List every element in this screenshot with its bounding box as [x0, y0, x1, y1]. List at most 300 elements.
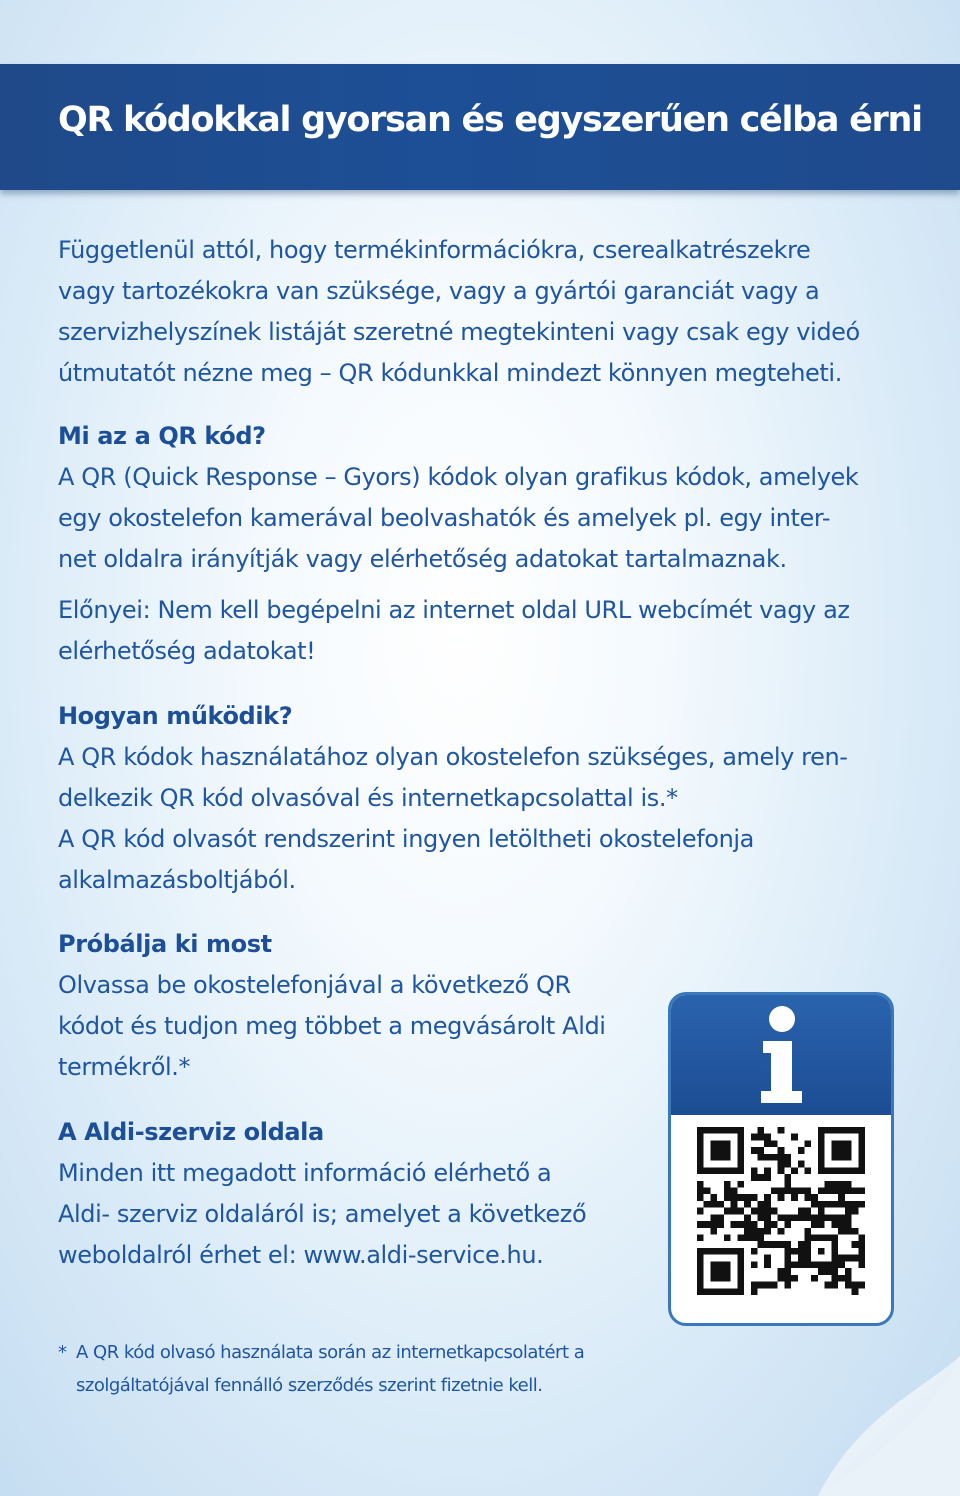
- qr-module: [798, 1147, 805, 1154]
- qr-module: [845, 1275, 852, 1282]
- qr-module: [717, 1154, 724, 1161]
- qr-module: [764, 1134, 771, 1141]
- qr-module: [845, 1228, 852, 1235]
- qr-module: [778, 1241, 785, 1248]
- qr-module: [831, 1181, 838, 1188]
- benefits-line: Előnyei: Nem kell begépelni az internet oldal URL webcímét vagy az: [58, 596, 850, 624]
- qr-module: [838, 1127, 845, 1134]
- page-title: QR kódokkal gyorsan és egyszerűen célba érni: [58, 100, 922, 140]
- qr-module: [697, 1181, 704, 1188]
- qr-module: [717, 1167, 724, 1174]
- qr-module: [764, 1214, 771, 1221]
- qr-module: [791, 1275, 798, 1282]
- qr-module: [818, 1187, 825, 1194]
- qr-module: [825, 1167, 832, 1174]
- qr-module: [805, 1208, 812, 1215]
- qr-module: [845, 1187, 852, 1194]
- qr-module: [717, 1127, 724, 1134]
- try-now-paragraph: [58, 965, 658, 1088]
- qr-module: [818, 1134, 825, 1141]
- how-line: delkezik QR kód olvasóval és internetkapcsolattal is.*: [58, 784, 678, 812]
- qr-module: [744, 1235, 751, 1242]
- page-curl: [818, 1356, 960, 1496]
- qr-module: [764, 1241, 771, 1248]
- qr-module: [858, 1167, 865, 1174]
- qr-module: [858, 1201, 865, 1208]
- qr-module: [717, 1248, 724, 1255]
- qr-module: [724, 1208, 731, 1215]
- qr-module: [825, 1201, 832, 1208]
- intro-paragraph: [58, 230, 918, 394]
- qr-module: [697, 1194, 704, 1201]
- qr-module: [717, 1275, 724, 1282]
- qr-module: [751, 1134, 758, 1141]
- qr-module: [731, 1127, 738, 1134]
- qr-module: [845, 1214, 852, 1221]
- qr-module: [764, 1228, 771, 1235]
- qr-module: [764, 1261, 771, 1268]
- qr-module: [697, 1187, 704, 1194]
- qr-module: [751, 1147, 758, 1154]
- qr-module: [757, 1127, 764, 1134]
- qr-module: [858, 1134, 865, 1141]
- qr-module: [798, 1261, 805, 1268]
- qr-code[interactable]: [697, 1127, 865, 1295]
- qr-module: [771, 1241, 778, 1248]
- qr-module: [717, 1140, 724, 1147]
- qr-module: [704, 1288, 711, 1295]
- qr-module: [858, 1140, 865, 1147]
- qr-module: [697, 1140, 704, 1147]
- qr-module: [697, 1221, 704, 1228]
- qr-module: [858, 1235, 865, 1242]
- qr-module: [697, 1147, 704, 1154]
- qr-module: [737, 1154, 744, 1161]
- qr-module: [778, 1214, 785, 1221]
- qr-module: [757, 1228, 764, 1235]
- qr-module: [697, 1275, 704, 1282]
- qr-module: [751, 1288, 758, 1295]
- qr-module: [737, 1134, 744, 1141]
- qr-module: [771, 1282, 778, 1289]
- qr-module: [838, 1167, 845, 1174]
- qr-module: [784, 1241, 791, 1248]
- qr-module: [751, 1208, 758, 1215]
- qr-module: [831, 1201, 838, 1208]
- qr-module: [717, 1147, 724, 1154]
- qr-module: [697, 1127, 704, 1134]
- qr-module: [784, 1221, 791, 1228]
- qr-module: [818, 1140, 825, 1147]
- qr-module: [791, 1261, 798, 1268]
- qr-module: [717, 1288, 724, 1295]
- qr-module: [724, 1167, 731, 1174]
- qr-module: [798, 1214, 805, 1221]
- qr-module: [737, 1275, 744, 1282]
- qr-module: [838, 1201, 845, 1208]
- qr-module: [818, 1214, 825, 1221]
- qr-card-header: [671, 995, 891, 1115]
- qr-module: [771, 1221, 778, 1228]
- qr-module: [825, 1214, 832, 1221]
- qr-module: [831, 1147, 838, 1154]
- what-is-line: egy okostelefon kamerával beolvashatók és amelyek pl. egy inter-: [58, 504, 831, 532]
- qr-module: [751, 1221, 758, 1228]
- qr-module: [757, 1208, 764, 1215]
- qr-module: [831, 1167, 838, 1174]
- qr-module: [771, 1154, 778, 1161]
- qr-module: [697, 1235, 704, 1242]
- qr-module: [710, 1201, 717, 1208]
- qr-module: [838, 1221, 845, 1228]
- qr-module: [731, 1208, 738, 1215]
- qr-module: [818, 1248, 825, 1255]
- qr-module: [831, 1221, 838, 1228]
- benefits-paragraph: [58, 590, 918, 672]
- try-line: termékről.*: [58, 1053, 191, 1081]
- qr-module: [852, 1208, 859, 1215]
- qr-module: [710, 1154, 717, 1161]
- qr-module: [724, 1147, 731, 1154]
- qr-module: [831, 1268, 838, 1275]
- qr-module: [845, 1127, 852, 1134]
- qr-module: [838, 1255, 845, 1262]
- what-is-line: A QR (Quick Response – Gyors) kódok olyan grafikus kódok, amelyek: [58, 463, 859, 491]
- qr-module: [838, 1154, 845, 1161]
- qr-module: [710, 1194, 717, 1201]
- qr-module: [717, 1261, 724, 1268]
- qr-module: [710, 1167, 717, 1174]
- qr-module: [784, 1214, 791, 1221]
- qr-module: [791, 1248, 798, 1255]
- qr-module: [697, 1154, 704, 1161]
- footnote-line: A QR kód olvasó használata során az internetkapcsolatért a: [76, 1342, 585, 1363]
- qr-module: [825, 1127, 832, 1134]
- qr-module: [818, 1167, 825, 1174]
- qr-module: [852, 1187, 859, 1194]
- qr-module: [724, 1235, 731, 1242]
- qr-module: [805, 1194, 812, 1201]
- qr-module: [805, 1214, 812, 1221]
- what-is-paragraph: [58, 457, 918, 580]
- what-is-heading: Mi az a QR kód?: [58, 422, 266, 450]
- qr-module: [845, 1208, 852, 1215]
- qr-module: [825, 1181, 832, 1188]
- qr-module: [697, 1208, 704, 1215]
- qr-module: [831, 1248, 838, 1255]
- qr-module: [710, 1221, 717, 1228]
- qr-module: [778, 1167, 785, 1174]
- qr-module: [751, 1235, 758, 1242]
- qr-module: [818, 1235, 825, 1242]
- qr-module: [845, 1167, 852, 1174]
- info-icon: [671, 995, 891, 1115]
- qr-module: [757, 1214, 764, 1221]
- qr-module: [724, 1248, 731, 1255]
- qr-module: [791, 1134, 798, 1141]
- qr-module: [784, 1248, 791, 1255]
- how-it-works-paragraph: [58, 737, 918, 901]
- qr-module: [778, 1187, 785, 1194]
- qr-module: [831, 1214, 838, 1221]
- qr-module: [818, 1147, 825, 1154]
- try-line: kódot és tudjon meg többet a megvásárolt Aldi: [58, 1012, 606, 1040]
- qr-module: [852, 1288, 859, 1295]
- qr-module: [724, 1127, 731, 1134]
- qr-module: [717, 1214, 724, 1221]
- qr-module: [724, 1275, 731, 1282]
- qr-module: [724, 1140, 731, 1147]
- qr-module: [831, 1261, 838, 1268]
- qr-module: [731, 1221, 738, 1228]
- qr-module: [852, 1282, 859, 1289]
- qr-module: [710, 1147, 717, 1154]
- qr-module: [751, 1174, 758, 1181]
- qr-module: [831, 1235, 838, 1242]
- qr-module: [764, 1140, 771, 1147]
- qr-module: [818, 1154, 825, 1161]
- qr-module: [811, 1201, 818, 1208]
- qr-module: [811, 1221, 818, 1228]
- qr-card: [668, 992, 894, 1326]
- how-line: A QR kód olvasót rendszerint ingyen letöltheti okostelefonja: [58, 825, 754, 853]
- qr-module: [831, 1140, 838, 1147]
- qr-module: [818, 1221, 825, 1228]
- try-now-heading: Próbálja ki most: [58, 930, 272, 958]
- qr-module: [858, 1187, 865, 1194]
- qr-module: [731, 1288, 738, 1295]
- qr-module: [784, 1187, 791, 1194]
- qr-module: [731, 1187, 738, 1194]
- qr-module: [831, 1187, 838, 1194]
- qr-module: [757, 1201, 764, 1208]
- qr-module: [858, 1127, 865, 1134]
- qr-module: [704, 1167, 711, 1174]
- qr-module: [805, 1140, 812, 1147]
- qr-module: [764, 1194, 771, 1201]
- qr-module: [697, 1167, 704, 1174]
- qr-module: [724, 1194, 731, 1201]
- qr-module: [737, 1268, 744, 1275]
- qr-module: [717, 1201, 724, 1208]
- qr-module: [764, 1282, 771, 1289]
- qr-module: [778, 1147, 785, 1154]
- qr-module: [818, 1268, 825, 1275]
- qr-module: [845, 1154, 852, 1161]
- qr-module: [717, 1268, 724, 1275]
- qr-module: [751, 1248, 758, 1255]
- qr-module: [737, 1127, 744, 1134]
- qr-module: [831, 1241, 838, 1248]
- service-line: Aldi- szerviz oldaláról is; amelyet a következő: [58, 1200, 587, 1228]
- intro-line: vagy tartozékokra van szüksége, vagy a gyártói garanciát vagy a: [58, 277, 820, 305]
- qr-module: [818, 1161, 825, 1168]
- qr-module: [852, 1127, 859, 1134]
- qr-module: [798, 1187, 805, 1194]
- qr-module: [704, 1221, 711, 1228]
- how-line: alkalmazásboltjából.: [58, 866, 296, 894]
- qr-module: [852, 1241, 859, 1248]
- qr-module: [852, 1255, 859, 1262]
- qr-module: [757, 1154, 764, 1161]
- intro-line: szervizhelyszínek listáját szeretné megtekinteni vagy csak egy videó: [58, 318, 860, 346]
- qr-module: [724, 1288, 731, 1295]
- qr-module: [737, 1140, 744, 1147]
- qr-module: [811, 1275, 818, 1282]
- qr-module: [825, 1268, 832, 1275]
- qr-module: [731, 1201, 738, 1208]
- qr-module: [858, 1154, 865, 1161]
- qr-module: [704, 1127, 711, 1134]
- qr-module: [737, 1221, 744, 1228]
- qr-module: [838, 1181, 845, 1188]
- qr-module: [858, 1261, 865, 1268]
- qr-module: [838, 1261, 845, 1268]
- qr-module: [751, 1194, 758, 1201]
- qr-module: [784, 1161, 791, 1168]
- qr-module: [784, 1282, 791, 1289]
- qr-module: [731, 1248, 738, 1255]
- qr-module: [697, 1268, 704, 1275]
- qr-module: [845, 1201, 852, 1208]
- qr-module: [737, 1161, 744, 1168]
- how-line: A QR kódok használatához olyan okostelefon szükséges, amely ren-: [58, 743, 848, 771]
- qr-module: [778, 1268, 785, 1275]
- intro-line: Függetlenül attól, hogy termékinformációkra, cserealkatrészekre: [58, 236, 811, 264]
- qr-module: [784, 1261, 791, 1268]
- qr-module: [852, 1228, 859, 1235]
- service-heading: A Aldi-szerviz oldala: [58, 1118, 324, 1146]
- qr-module: [724, 1261, 731, 1268]
- qr-module: [710, 1228, 717, 1235]
- qr-module: [838, 1147, 845, 1154]
- qr-module: [724, 1187, 731, 1194]
- qr-module: [737, 1261, 744, 1268]
- qr-module: [798, 1241, 805, 1248]
- qr-module: [831, 1275, 838, 1282]
- qr-module: [831, 1154, 838, 1161]
- qr-module: [751, 1261, 758, 1268]
- qr-module: [751, 1228, 758, 1235]
- qr-module: [838, 1214, 845, 1221]
- qr-module: [697, 1134, 704, 1141]
- header-band: [0, 64, 960, 190]
- qr-module: [858, 1248, 865, 1255]
- qr-module: [737, 1288, 744, 1295]
- qr-module: [704, 1201, 711, 1208]
- qr-module: [697, 1282, 704, 1289]
- qr-module: [737, 1248, 744, 1255]
- qr-module: [791, 1187, 798, 1194]
- qr-module: [818, 1208, 825, 1215]
- qr-module: [858, 1147, 865, 1154]
- qr-module: [764, 1221, 771, 1228]
- qr-module: [798, 1255, 805, 1262]
- qr-module: [737, 1235, 744, 1242]
- try-line: Olvassa be okostelefonjával a következő QR: [58, 971, 571, 999]
- qr-module: [805, 1167, 812, 1174]
- qr-module: [778, 1127, 785, 1134]
- qr-module: [764, 1154, 771, 1161]
- qr-module: [710, 1127, 717, 1134]
- qr-module: [757, 1147, 764, 1154]
- qr-module: [744, 1201, 751, 1208]
- qr-module: [818, 1201, 825, 1208]
- qr-module: [764, 1174, 771, 1181]
- qr-module: [858, 1161, 865, 1168]
- qr-module: [717, 1221, 724, 1228]
- qr-module: [724, 1154, 731, 1161]
- qr-module: [710, 1261, 717, 1268]
- qr-module: [704, 1187, 711, 1194]
- qr-module: [805, 1261, 812, 1268]
- qr-module: [764, 1208, 771, 1215]
- footnote-text: [76, 1336, 676, 1402]
- qr-module: [757, 1282, 764, 1289]
- qr-module: [805, 1248, 812, 1255]
- qr-module: [764, 1167, 771, 1174]
- intro-line: útmutatót nézne meg – QR kódunkkal mindezt könnyen megteheti.: [58, 359, 842, 387]
- qr-module: [845, 1282, 852, 1289]
- qr-module: [845, 1140, 852, 1147]
- qr-module: [838, 1275, 845, 1282]
- qr-module: [778, 1161, 785, 1168]
- qr-module: [757, 1134, 764, 1141]
- qr-module: [744, 1194, 751, 1201]
- qr-module: [845, 1147, 852, 1154]
- qr-module: [751, 1167, 758, 1174]
- qr-module: [852, 1201, 859, 1208]
- qr-module: [710, 1275, 717, 1282]
- qr-module: [697, 1288, 704, 1295]
- qr-module: [697, 1248, 704, 1255]
- qr-module: [831, 1282, 838, 1289]
- qr-module: [791, 1214, 798, 1221]
- service-paragraph: [58, 1153, 658, 1276]
- qr-module: [737, 1167, 744, 1174]
- qr-module: [858, 1282, 865, 1289]
- qr-module: [845, 1255, 852, 1262]
- qr-module: [744, 1214, 751, 1221]
- service-line: Minden itt megadott információ elérhető a: [58, 1159, 552, 1187]
- qr-module: [710, 1268, 717, 1275]
- how-it-works-heading: Hogyan működik?: [58, 702, 293, 730]
- qr-module: [798, 1208, 805, 1215]
- qr-module: [845, 1268, 852, 1275]
- qr-module: [798, 1161, 805, 1168]
- qr-module: [737, 1181, 744, 1188]
- qr-module: [825, 1235, 832, 1242]
- qr-module: [757, 1241, 764, 1248]
- qr-module: [784, 1255, 791, 1262]
- qr-module: [697, 1255, 704, 1262]
- qr-module: [731, 1167, 738, 1174]
- qr-module: [805, 1187, 812, 1194]
- qr-module: [784, 1174, 791, 1181]
- qr-module: [724, 1268, 731, 1275]
- qr-module: [838, 1140, 845, 1147]
- qr-module: [825, 1261, 832, 1268]
- qr-module: [731, 1194, 738, 1201]
- qr-module: [858, 1241, 865, 1248]
- qr-module: [811, 1235, 818, 1242]
- what-is-line: net oldalra irányítják vagy elérhetőség adatokat tartalmaznak.: [58, 545, 787, 573]
- qr-module: [771, 1187, 778, 1194]
- qr-module: [805, 1228, 812, 1235]
- qr-module: [852, 1167, 859, 1174]
- qr-module: [778, 1228, 785, 1235]
- qr-module: [818, 1127, 825, 1134]
